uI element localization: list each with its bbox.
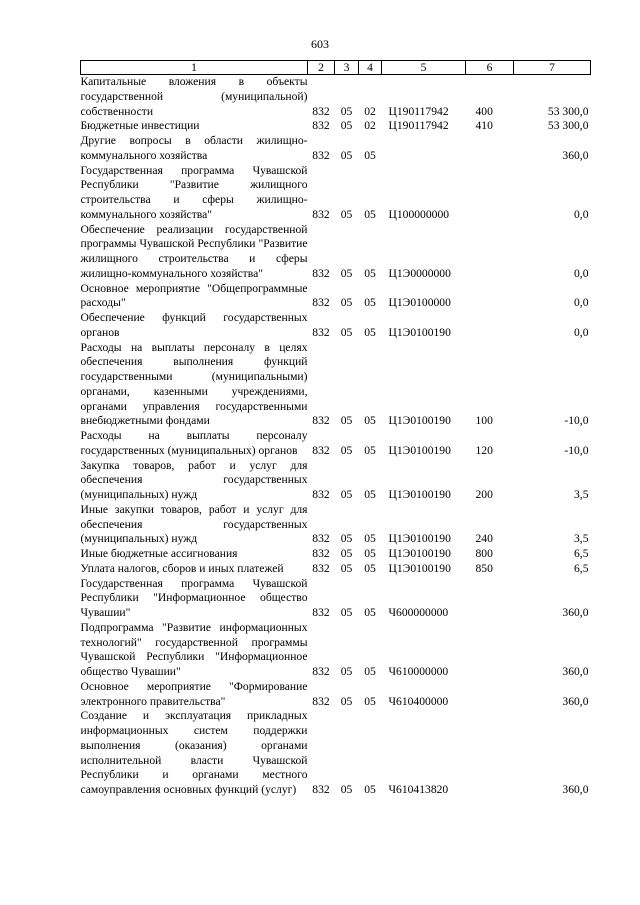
row-section-code: 05 [340,148,353,162]
row-expense-type [466,577,514,621]
row-name-cell: Обеспечение реализации государственной программы Чувашской Республики "Развитие жилищного строительства и сферы жилищно-коммунального хозяйства" [80,222,308,280]
row-target-article: Ч610413820 [388,783,449,796]
row-expense-type [466,621,514,680]
row-subsection-code: 05 [364,207,376,221]
row-amount: 3,5 [574,488,589,501]
row-ministry-code: 832 [312,606,330,619]
row-ministry-code: 832 [312,414,330,428]
row-subsection-code: 05 [364,547,376,560]
header-col-2: 2 [308,61,335,75]
row-target-article: Ч600000000 [388,606,449,619]
table-row [81,680,591,710]
table-row [81,223,591,282]
row-ministry-code: 832 [312,783,330,796]
table-row [81,134,591,164]
table-row [81,621,591,680]
row-amount: 0,0 [574,266,589,280]
row-target-article: Ц1Э0000000 [388,266,451,280]
row-expense-type: 120 [475,443,493,457]
table-row [81,429,591,459]
row-name-cell: Закупка товаров, работ и услуг для обеспечения государственных (муниципальных) нужд [80,458,308,501]
row-subsection-code: 02 [364,104,376,118]
table-row [81,341,591,430]
row-amount: 360,0 [562,783,589,796]
table-row [81,577,591,621]
row-section-code: 05 [340,266,353,280]
row-amount: 0,0 [574,296,589,310]
row-amount: -10,0 [564,414,589,428]
table-row [81,164,591,223]
table-header [81,61,591,75]
row-ministry-code: 832 [312,443,330,457]
page-number: 603 [311,37,329,51]
row-section-code: 05 [340,665,353,678]
row-section-code: 05 [340,561,353,575]
table-row [81,562,591,577]
row-target-article: Ц1Э0100000 [388,296,451,310]
row-subsection-code: 05 [364,414,376,428]
row-subsection-code: 05 [364,694,376,708]
row-name-cell: Основное мероприятие "Общепрограммные расходы" [80,281,308,310]
row-subsection-code: 05 [364,296,376,310]
row-target-article: Ч610400000 [388,694,449,708]
row-expense-type: 850 [475,561,493,575]
row-subsection-code: 05 [364,266,376,280]
row-section-code: 05 [340,783,353,796]
row-amount: 0,0 [574,207,589,221]
row-ministry-code: 832 [312,266,330,280]
row-amount: -10,0 [564,443,589,457]
row-subsection-code: 05 [364,606,376,619]
table-row [81,503,591,547]
row-name-cell: Уплата налогов, сборов и иных платежей [80,561,284,575]
row-section-code: 05 [340,325,353,339]
row-name-cell: Расходы на выплаты персоналу в целях обеспечения выполнения функций государственными (муниципальными) органами, казенными учреждениями, органами управления государственными внебюджетными фондами [80,340,308,428]
row-target-article: Ц1Э0100190 [388,532,451,546]
row-name-cell: Расходы на выплаты персоналу государственных (муниципальных) органов [80,429,308,457]
row-expense-type: 240 [475,532,493,546]
row-ministry-code: 832 [312,488,330,501]
row-subsection-code: 05 [364,488,376,501]
row-ministry-code: 832 [312,119,330,133]
row-subsection-code: 05 [364,443,376,457]
row-target-article: Ц1Э0100190 [388,488,451,501]
table-row [81,75,591,120]
row-expense-type [466,311,514,341]
row-name-cell: Обеспечение функций государственных органов [80,311,308,339]
table-row [81,311,591,341]
row-ministry-code: 832 [312,325,330,339]
row-subsection-code: 05 [364,665,376,678]
row-section-code: 05 [340,694,353,708]
row-subsection-code: 05 [364,325,376,339]
row-expense-type: 800 [475,547,493,560]
row-amount: 6,5 [574,547,589,560]
row-amount: 3,5 [574,532,589,546]
row-name-cell: Другие вопросы в области жилищно-коммунального хозяйства [80,134,308,162]
row-expense-type [466,680,514,710]
row-subsection-code: 05 [364,532,376,546]
row-ministry-code: 832 [312,694,330,708]
row-section-code: 05 [340,547,353,560]
row-name-cell: Государственная программа Чувашской Республики "Развитие жилищного строительства и сферы жилищно-коммунального хозяйства" [80,163,308,221]
table-row [81,709,591,798]
row-section-code: 05 [340,119,353,133]
row-section-code: 05 [340,104,353,118]
row-section-code: 05 [340,488,353,501]
row-name-cell: Капитальные вложения в объекты государственной (муниципальной) собственности [80,75,308,118]
row-target-article: Ц1Э0100190 [388,547,451,560]
row-section-code: 05 [340,207,353,221]
row-ministry-code: 832 [312,207,330,221]
row-name-cell: Основное мероприятие "Формирование электронного правительства" [80,679,308,708]
row-amount: 360,0 [562,148,589,162]
header-col-5: 5 [382,61,466,75]
row-target-article: Ц100000000 [388,207,450,221]
table-row [81,119,591,134]
row-amount: 0,0 [574,325,589,339]
row-section-code: 05 [340,414,353,428]
row-section-code: 05 [340,532,353,546]
row-section-code: 05 [340,443,353,457]
row-amount: 360,0 [562,694,589,708]
budget-table [80,60,591,798]
header-col-4: 4 [359,61,382,75]
row-expense-type: 400 [475,104,493,118]
row-subsection-code: 05 [364,148,376,162]
row-name-cell: Создание и эксплуатация прикладных информационных систем поддержки выполнения (оказания) органами исполнительной власти Чувашской Республики и органами местного самоуправления основных функций (услуг) [80,709,308,796]
row-ministry-code: 832 [312,148,330,162]
row-ministry-code: 832 [312,532,330,546]
row-expense-type: 200 [475,488,493,501]
row-section-code: 05 [340,296,353,310]
row-amount: 360,0 [562,606,589,619]
row-section-code: 05 [340,606,353,619]
header-row [81,61,591,75]
row-expense-type [466,134,514,164]
row-target-article: Ц190117942 [388,119,449,133]
row-subsection-code: 05 [364,561,376,575]
row-amount: 53 300,0 [547,104,589,118]
table-body [81,75,591,798]
table-row [81,282,591,312]
row-target-article: Ц1Э0100190 [388,414,451,428]
row-ministry-code: 832 [312,104,330,118]
row-target-article: Ц190117942 [388,104,449,118]
row-name-cell: Подпрограмма "Развитие информационных технологий" государственной программы Чувашской Республики "Информационное общество Чувашии" [80,620,308,678]
table-row [81,547,591,562]
row-name-cell: Иные закупки товаров, работ и услуг для обеспечения государственных (муниципальных) нужд [80,502,308,546]
row-expense-type: 410 [475,119,493,133]
row-expense-type: 100 [475,414,493,428]
row-name-cell: Иные бюджетные ассигнования [80,547,238,560]
row-amount: 6,5 [574,561,589,575]
row-expense-type [466,164,514,223]
row-name-cell: Государственная программа Чувашской Республики "Информационное общество Чувашии" [80,576,308,619]
row-ministry-code: 832 [312,665,330,678]
row-subsection-code: 05 [364,783,376,796]
row-subsection-code: 02 [364,119,376,133]
row-expense-type [466,282,514,312]
row-target-article: Ц1Э0100190 [388,561,451,575]
header-col-7: 7 [514,61,591,75]
row-target-article: Ц1Э0100190 [388,443,451,457]
row-ministry-code: 832 [312,296,330,310]
header-col-3: 3 [335,61,359,75]
row-ministry-code: 832 [312,561,330,575]
header-col-6: 6 [466,61,514,75]
row-target-article: Ц1Э0100190 [388,325,451,339]
row-target-article: Ч610000000 [388,665,449,678]
row-ministry-code: 832 [312,547,330,560]
row-expense-type [466,223,514,282]
row-target-article [382,134,466,164]
row-expense-type [466,709,514,798]
table-row [81,459,591,503]
header-col-1: 1 [81,61,308,75]
row-amount: 360,0 [562,665,589,678]
row-name-cell: Бюджетные инвестиции [80,119,200,133]
row-amount: 53 300,0 [547,119,589,133]
